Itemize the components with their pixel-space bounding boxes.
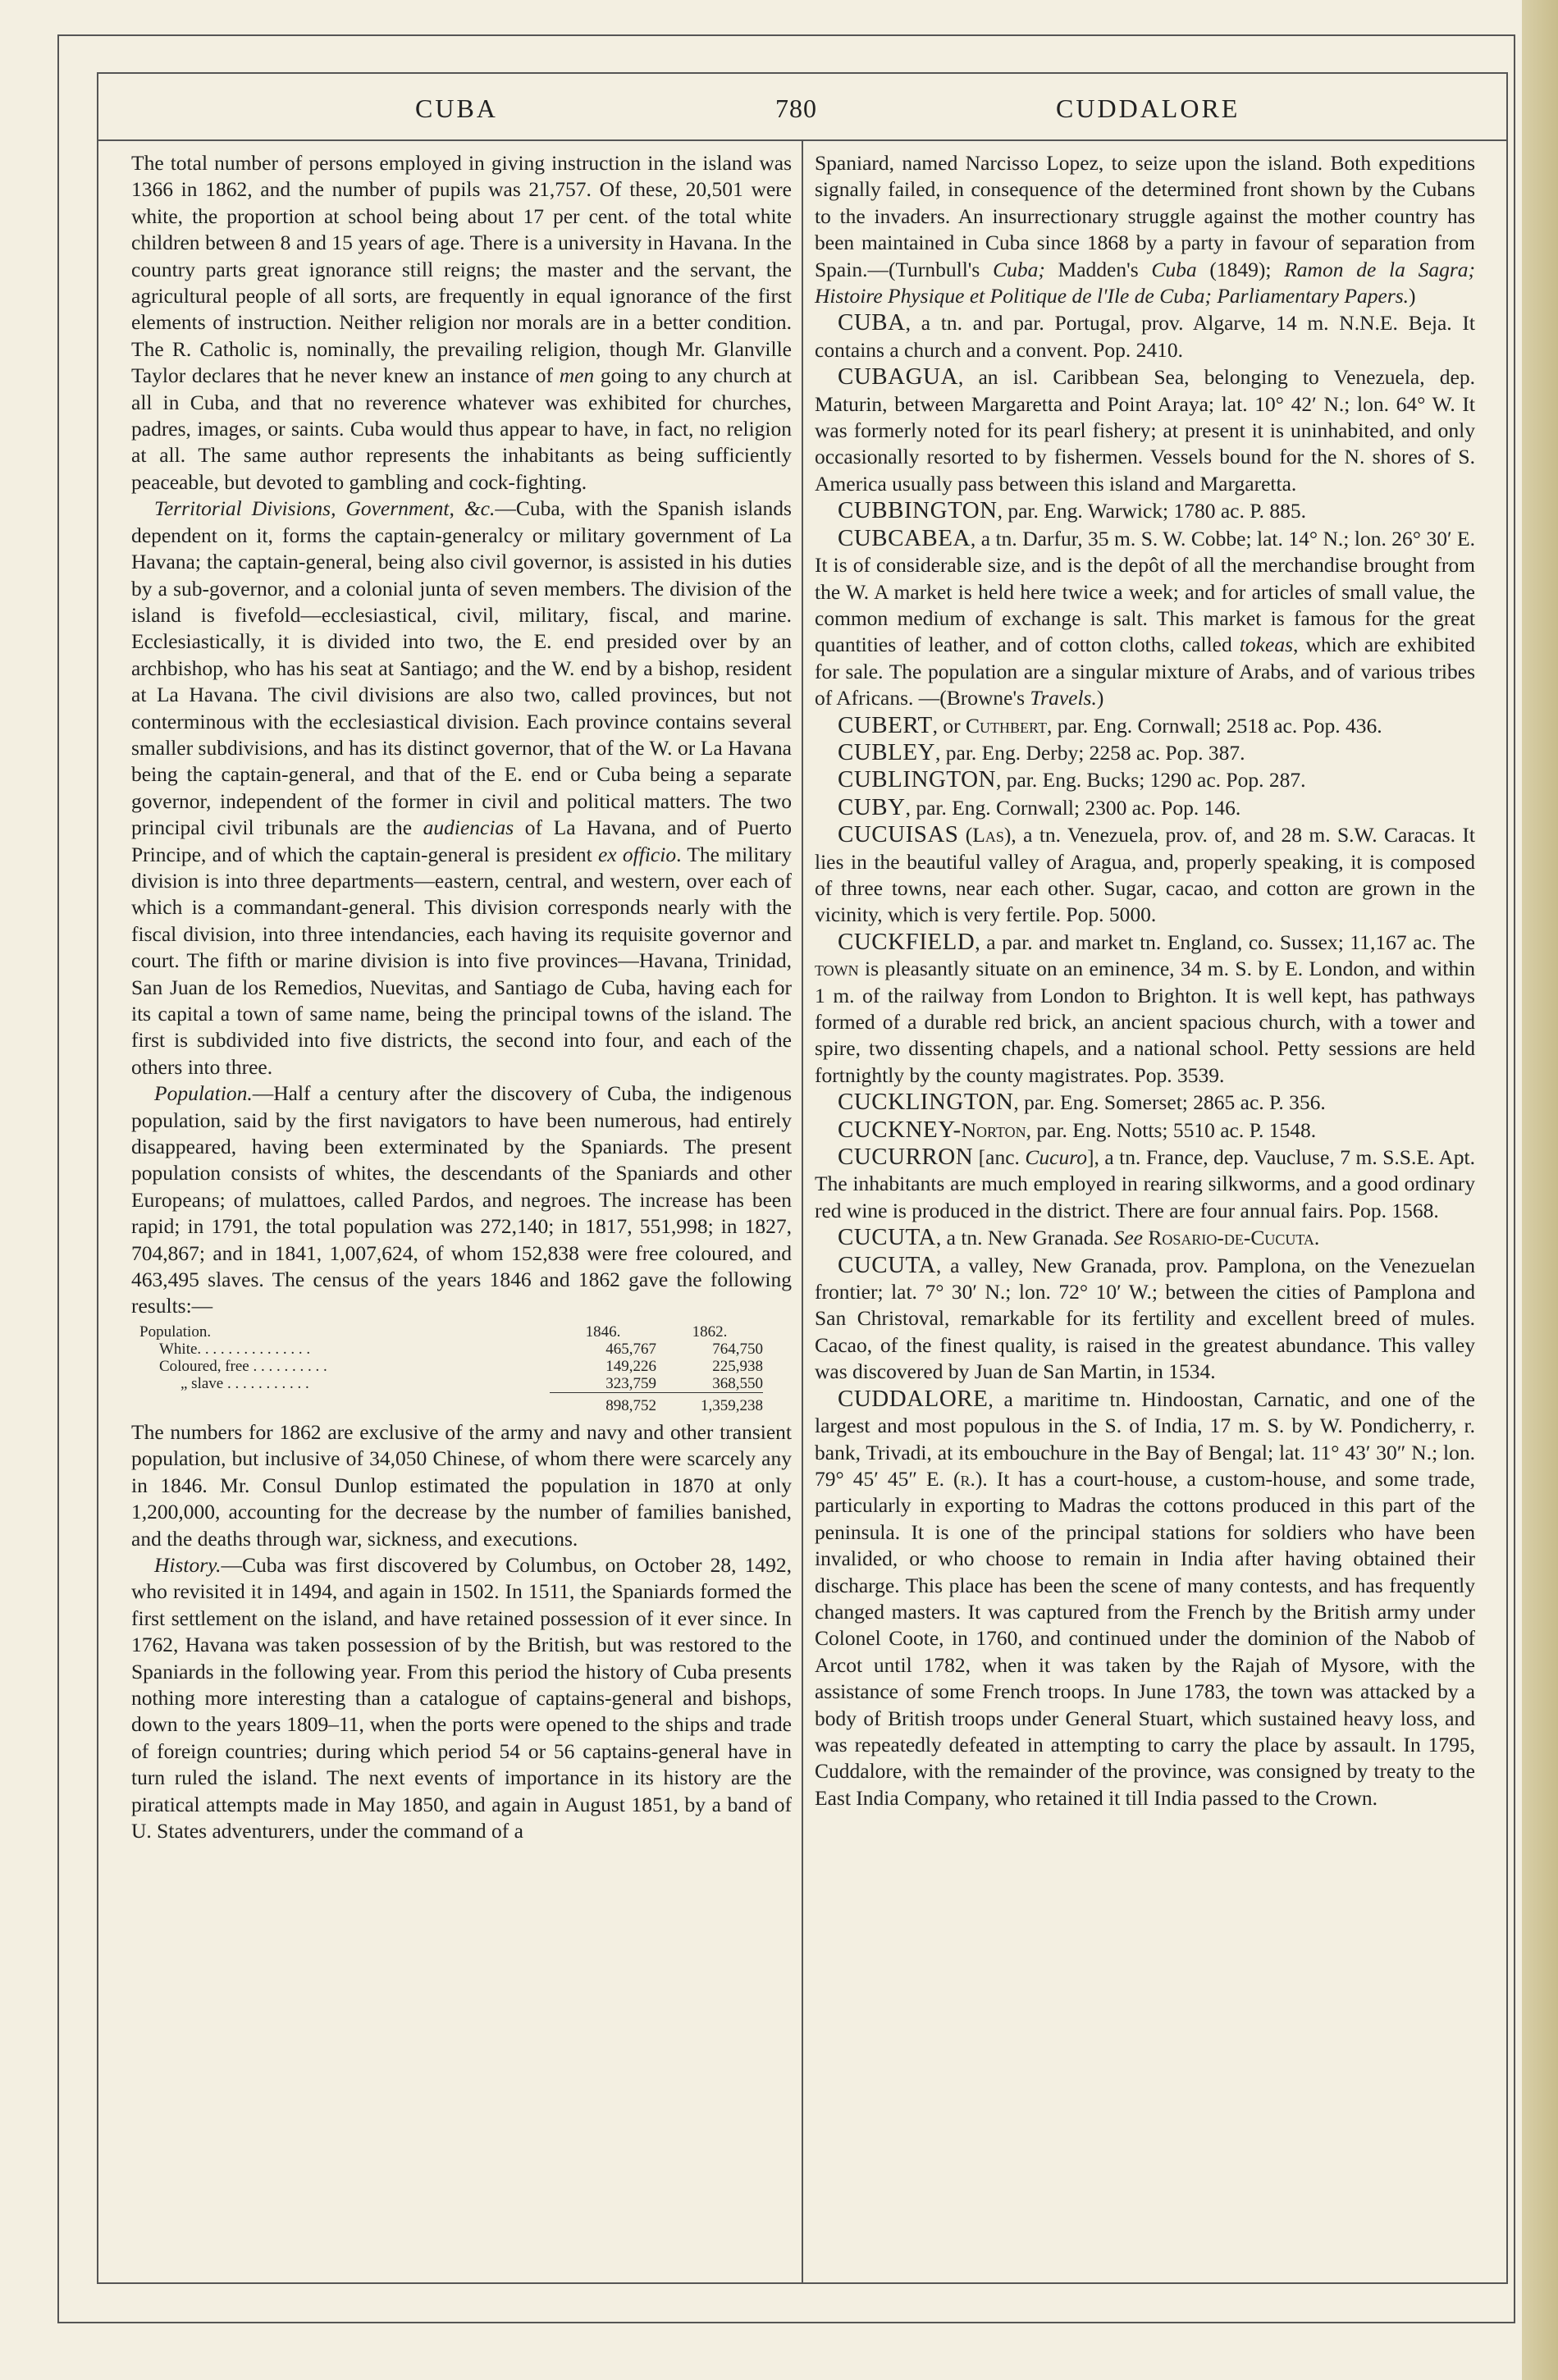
frame-top-inner <box>97 72 1506 74</box>
section-heading-territorial: Territorial Divisions, Government, &c. <box>154 496 496 521</box>
entry-cucklington: CUCKLINGTON, par. Eng. Somerset; 2865 ac. P. 356. <box>838 1089 1326 1116</box>
table-row: White. . . . . . . . . . . . . . . 465,767 764,750 <box>159 1340 763 1358</box>
entry-cuba-town: CUBA, a tn. and par. Portugal, prov. Algarve, 14 m. N.N.E. Beja. It contains a church and a convent. Pop. 2410. <box>815 309 1475 362</box>
history-paragraph: History.—Cuba was first discovered by Columbus, on October 28, 1492, who revisited it in 1494, and again in 1502. In 1511, the Spaniards formed the first settlement on the island, and have retained possession of it ever since. In 1762, Havana was taken possession of by the British, but was restored to the Spaniards in the following year. From this period the history of Cuba presents nothing more interesting than a catalogue of captains-general and bishops, down to the years 1809–11, when the ports were opened to the ships and trade of foreign countries; during which period 54 or 56 captains-general have in turn ruled the island. The next events of importance in its history are the piratical attempts made in May 1850, and again in August 1851, by a band of U. States adventurers, under the command of a <box>131 1552 792 1843</box>
frame-bottom-inner <box>97 2282 1508 2284</box>
header-right-title: CUDDALORE <box>1056 94 1240 123</box>
entry-cubcabea: CUBCABEA, a tn. Darfur, 35 m. S. W. Cobbe; lat. 14° N.; lon. 26° 30′ E. It is of considerable size, and is the depôt of all the merchandise brought from the W. A market is held here twice a week; and for articles of small value, the common medium of exchange is salt. This market is famous for the great quantities of leather, and of cotton cloths, called tokeas, which are exhibited for sale. The population are a singular mixture of Arabs, and of various tribes of Africans. —(Browne's Travels.) <box>815 524 1475 710</box>
entry-cublington: CUBLINGTON, par. Eng. Bucks; 1290 ac. Pop. 287. <box>838 766 1306 793</box>
right-column <box>815 150 1475 1811</box>
frame-left-inner <box>97 72 98 2283</box>
entry-cuddalore: CUDDALORE, a maritime tn. Hindoostan, Carnatic, and one of the largest and most populous in the S. of India, 17 m. S. by W. Pondicherry, r. bank, Trivadi, at its embouchure in the Bay of Bengal; lat. 11° 43′ 30″ N.; lon. 79° 45′ 45″ E. (r.). It has a court-house, a custom-house, and some trade, particularly in exporting to Madras the cottons produced in this part of the peninsula. It is one of the principal stations for soldiers who have been invalided, or who choose to remain in India after having obtained their discharge. This place has been the scene of many contests, and has frequently changed masters. It was captured from the French by the British army under Colonel Coote, in 1760, and continued under the dominion of the Nabob of Arcot until 1782, when it was taken by the Rajah of Mysore, with the assistance of some French troops. In June 1783, the town was attacked by a body of British troops under General Stuart, which sustained heavy loss, and was repeatedly defeated in attempting to carry the place by assault. In 1795, Cuddalore, with the remainder of the province, was consigned by treaty to the East India Company, who retained it till India passed to the Crown. <box>815 1385 1476 1810</box>
entry-cubert: CUBERT, or Cuthbert, par. Eng. Cornwall; 2518 ac. Pop. 436. <box>838 711 1382 738</box>
history-continuation: Spaniard, named Narcisso Lopez, to seize upon the island. Both expeditions signally failed, in consequence of the determined front shown by the Cubans to the invaders. An insurrectionary struggle against the mother country has been maintained in Cuba since 1868 by a party in favour of separation from Spain.—(Turnbull's Cuba; Madden's Cuba (1849); Ramon de la Sagra; Histoire Physique et Politique de l'Ile de Cuba; Parliamentary Papers.) <box>815 151 1476 308</box>
entry-cucuisas: CUCUISAS (Las), a tn. Venezuela, prov. of, and 28 m. S.W. Caracas. It lies in the beautiful valley of Aragua, and, properly speaking, it is composed of three towns, near each other. Sugar, cacao, and cotton are grown in the vicinity, which is very fertile. Pop. 5000. <box>815 821 1475 927</box>
numbers-paragraph: The numbers for 1862 are exclusive of the army and navy and other transient population, but inclusive of 34,050 Chinese, of whom there were scarcely any in 1846. Mr. Consul Dunlop estimated the population in 1870 at only 1,200,000, accounting for the decrease by the number of families banished, and the deaths through war, sickness, and executions. <box>131 1419 792 1551</box>
entry-cucurron: CUCURRON [anc. Cucuro], a tn. France, dep. Vaucluse, 7 m. S.S.E. Apt. The inhabitants are much employed in rearing silkworms, and a good ordinary red wine is produced in the district. There are four annual fairs. Pop. 1568. <box>815 1144 1475 1222</box>
frame-right-outer <box>1514 34 1515 2323</box>
table-row: „ slave . . . . . . . . . . . 323,759 368,550 <box>180 1374 763 1393</box>
frame-bottom-outer <box>57 2322 1515 2323</box>
territorial-paragraph: Territorial Divisions, Government, &c.—Cuba, with the Spanish islands dependent on it, forms the captain-generalcy or military government of La Havana; the captain-general, being also civil governor, is assisted in his duties by a sub-governor, and a colonial junta of seven members. The division of the island is fivefold—ecclesiastical, civil, military, fiscal, and marine. Ecclesiastically, it is divided into two, the E. end presided over by an archbishop, who has his seat at Santiago; and the W. end by a bishop, resident at La Havana. The civil divisions are also two, called provinces, but not conterminous with the ecclesiastical division. Each province contains several smaller subdivisions, and has its distinct governor, that of the W. or La Havana being the captain-general, and that of the E. end or Cuba being a separate governor, independent of the former in civil and political matters. The two principal civil tribunals are the audiencias of La Havana, and of Puerto Principe, and of which the captain-general is president ex officio. The military division is into three departments—eastern, central, and western, over each of which is a commandant-general. This division corresponds nearly with the fiscal division, into three intendancies, each having its requisite governor and court. The fifth or marine division is into five provinces—Havana, Trinidad, San Juan de los Remedios, Nuevitas, and Santiago de Cuba, having each for its capital a town of same name, being the principal towns of the island. The first is subdivided into five districts, the second into four, and each of the others into three. <box>131 496 793 1079</box>
entry-cucuta-town: CUCUTA, a tn. New Granada. See Rosario-de-Cucuta. <box>838 1224 1320 1251</box>
frame-left-outer <box>57 34 59 2323</box>
table-header-row: Population. 1846. 1862. <box>139 1322 728 1341</box>
left-column <box>131 150 792 1844</box>
frame-top-outer <box>57 34 1514 36</box>
entry-cuby: CUBY, par. Eng. Cornwall; 2300 ac. Pop. 146. <box>838 793 1241 820</box>
entry-cucuta-valley: CUCUTA, a valley, New Granada, prov. Pamplona, on the Venezuelan frontier; lat. 7° 30′ N.; lon. 72° 10′ W.; between the cities of Pamplona and San Christoval, remarkable for its fertility and excellent breed of mules. Cacao, of the finest quality, is raised in the greatest abundance. This valley was discovered by Juan de San Martin, in 1534. <box>815 1251 1475 1384</box>
section-heading-population: Population. <box>154 1081 253 1106</box>
entry-cuckney-norton: CUCKNEY-Norton, par. Eng. Notts; 5510 ac. P. 1548. <box>838 1116 1317 1143</box>
entry-cubbington: CUBBINGTON, par. Eng. Warwick; 1780 ac. P. 885. <box>838 497 1306 524</box>
frame-right-inner <box>1506 72 1508 2283</box>
column-divider <box>802 141 803 2283</box>
table-total-row: 898,752 1,359,238 <box>139 1392 763 1414</box>
section-heading-history: History. <box>154 1552 222 1577</box>
entry-cubley: CUBLEY, par. Eng. Derby; 2258 ac. Pop. 387. <box>838 738 1245 765</box>
entry-cubagua: CUBAGUA, an isl. Caribbean Sea, belonging to Venezuela, dep. Maturin, between Margaretta and Point Araya; lat. 10° 42′ N.; lon. 64° W. It was formerly noted for its pearl fishery; at present it is uninhabited, and only occasionally resorted to by fishermen. Vessels bound for the N. shores of S. America usually pass between this island and Margaretta. <box>815 363 1475 496</box>
population-paragraph: Population.—Half a century after the discovery of Cuba, the indigenous population, said by the first navigators to have been numerous, had entirely disappeared, having been exterminated by the Spaniards. The present population consists of whites, the descendants of the Spaniards and other Europeans; of mulattoes, called Pardos, and negroes. The increase has been rapid; in 1791, the total population was 272,140; in 1817, 551,998; in 1827, 704,867; and in 1841, 1,007,624, of whom 152,838 were free coloured, and 463,495 slaves. The census of the years 1846 and 1862 gave the following results:— <box>131 1081 792 1318</box>
entry-cuckfield: CUCKFIELD, a par. and market tn. England, co. Sussex; 11,167 ac. The town is pleasantly situate on an eminence, 34 m. S. by E. London, and within 1 m. of the railway from London to Brighton. It is well kept, has pathways formed of a durable red brick, an ancient spacious church, with a tower and spire, two dissenting chapels, and a national school. Petty sessions are held fortnightly by the county magistrates. Pop. 3539. <box>815 928 1475 1087</box>
table-row: Coloured, free . . . . . . . . . . 149,226 225,938 <box>159 1357 763 1375</box>
education-paragraph: The total number of persons employed in giving instruction in the island was 1366 in 1862, and the number of pupils was 21,757. Of these, 20,501 were white, the proportion at school being about 17 per cent. of the total white children between 8 and 15 years of age. There is a university in Havana. In the country parts great ignorance still reigns; the master and the servant, the agricultural people of all sorts, are frequently in equal ignorance of the first elements of instruction. Neither religion nor morals are in a better condition. The R. Catholic is, nominally, the prevailing religion, though Mr. Glanville Taylor declares that he never knew an instance of men going to any church at all in Cuba, and that no reverence whatever was exhibited for churches, padres, images, or saints. Cuba would thus appear to have, in fact, no religion at all. The same author represents the inhabitants as being sufficiently peaceable, but devoted to gambling and cock-fighting. <box>131 151 792 494</box>
population-table <box>131 1323 792 1414</box>
page-edge <box>1522 0 1558 2380</box>
header-left-title: CUBA <box>415 94 498 123</box>
page-number: 780 <box>775 94 817 123</box>
